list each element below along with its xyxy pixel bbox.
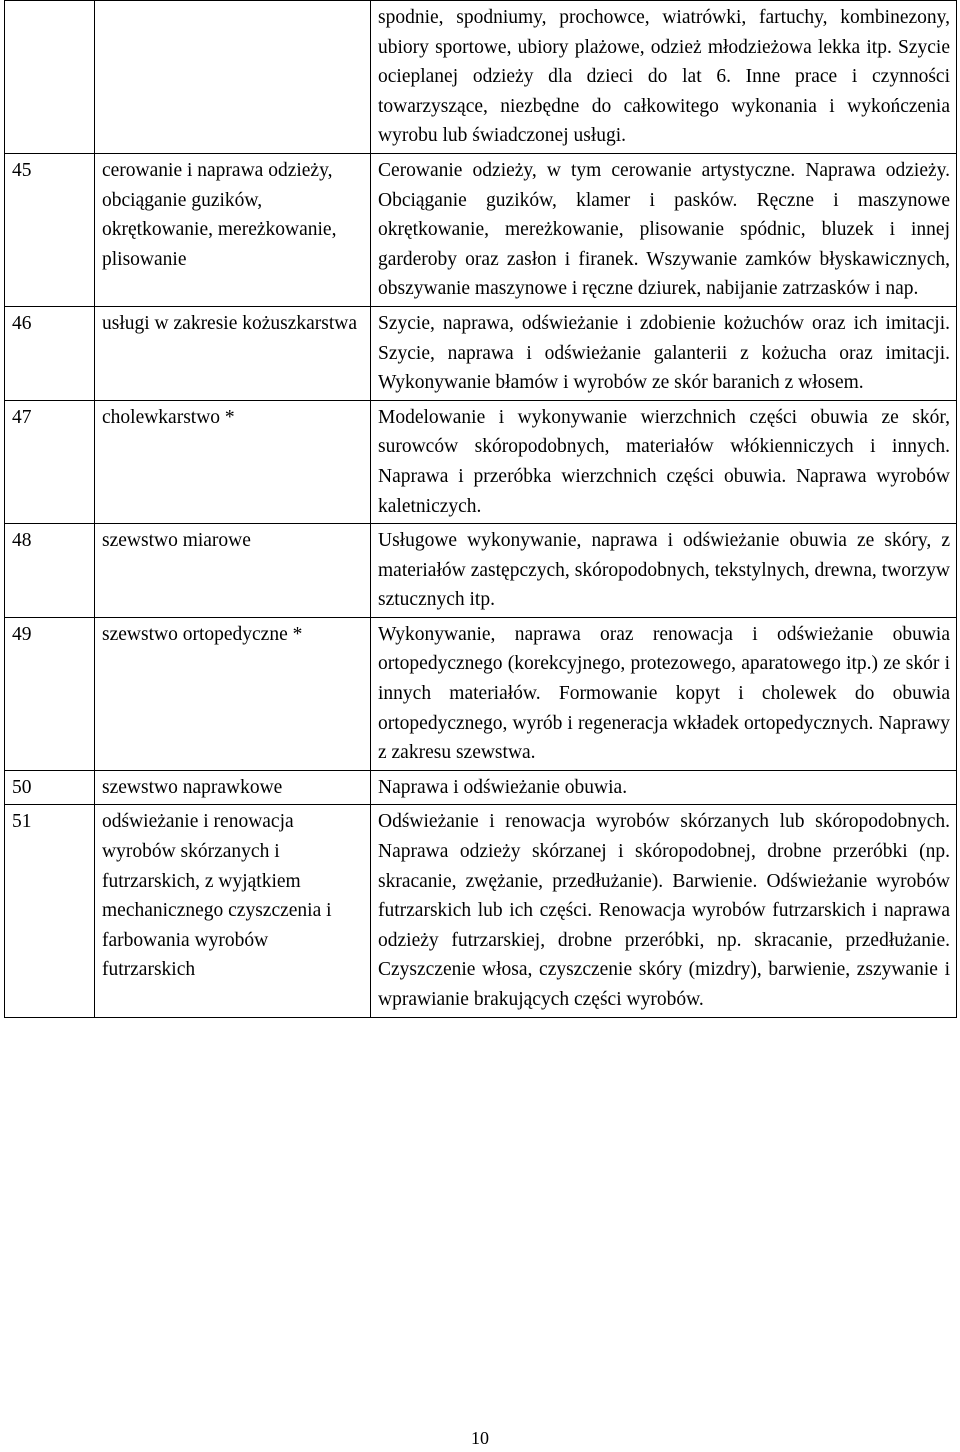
service-name: odświeżanie i renowacja wyrobów skórzanych i futrzarskich, z wyjątkiem mechanicznego czyszczenia i farbowania wyrobów futrzarskich	[95, 805, 371, 1017]
services-table	[4, 0, 957, 1018]
table-row	[5, 770, 957, 805]
service-name: usługi w zakresie kożuszkarstwa	[95, 306, 371, 400]
table-row	[5, 153, 957, 306]
row-number: 51	[5, 805, 95, 1017]
service-description: Wykonywanie, naprawa oraz renowacja i odświeżanie obuwia ortopedycznego (korekcyjnego, protezowego, aparatowego itp.) ze skór i innych materiałów. Formowanie kopyt i cholewek do obuwia ortopedycznego, wyrób i regeneracja wkładek ortopedycznych. Naprawy z zakresu szewstwa.	[371, 617, 957, 770]
service-name: szewstwo miarowe	[95, 524, 371, 618]
row-number	[5, 1, 95, 154]
service-description: Usługowe wykonywanie, naprawa i odświeżanie obuwia ze skóry, z materiałów zastępczych, skóropodobnych, tekstylnych, drewna, tworzyw sztucznych itp.	[371, 524, 957, 618]
table-row	[5, 306, 957, 400]
service-name: cholewkarstwo *	[95, 400, 371, 523]
table-row	[5, 617, 957, 770]
service-name: szewstwo naprawkowe	[95, 770, 371, 805]
row-number: 45	[5, 153, 95, 306]
row-number: 47	[5, 400, 95, 523]
service-description: Naprawa i odświeżanie obuwia.	[371, 770, 957, 805]
row-number: 49	[5, 617, 95, 770]
service-description: Szycie, naprawa, odświeżanie i zdobienie kożuchów oraz ich imitacji. Szycie, naprawa i odświeżanie galanterii z kożucha oraz imitacji. Wykonywanie błamów i wyrobów ze skór baranich z włosem.	[371, 306, 957, 400]
service-description: spodnie, spodniumy, prochowce, wiatrówki, fartuchy, kombinezony, ubiory sportowe, ubiory plażowe, odzież młodzieżowa lekka itp. Szycie ocieplanej odzieży dla dzieci do lat 6. Inne prace i czynności towarzyszące, niezbędne do całkowitego wykonania i wykończenia wyrobu lub świadczonej usługi.	[371, 1, 957, 154]
service-description: Cerowanie odzieży, w tym cerowanie artystyczne. Naprawa odzieży. Obciąganie guzików, klamer i pasków. Ręczne i maszynowe okrętkowanie, mereżkowanie, plisowanie spódnic, bluzek i innej garderoby oraz zasłon i firanek. Wszywanie zamków błyskawicznych, obszywanie maszynowe i ręczne dziurek, nabijanie zatrzasków i nap.	[371, 153, 957, 306]
row-number: 48	[5, 524, 95, 618]
row-number: 50	[5, 770, 95, 805]
service-name	[95, 1, 371, 154]
page-number: 10	[471, 1428, 489, 1448]
row-number: 46	[5, 306, 95, 400]
service-description: Modelowanie i wykonywanie wierzchnich części obuwia ze skór, surowców skóropodobnych, materiałów włókienniczych i innych. Naprawa i przeróbka wierzchnich części obuwia. Naprawa wyrobów kaletniczych.	[371, 400, 957, 523]
service-description: Odświeżanie i renowacja wyrobów skórzanych lub skóropodobnych. Naprawa odzieży skórzanej i skóropodobnej, drobne przeróbki (np. skracanie, zwężanie, przedłużanie). Barwienie. Odświeżanie wyrobów futrzarskich lub ich części. Renowacja wyrobów futrzarskich i naprawa odzieży futrzarskiej, drobne przeróbki, np. skracanie, przedłużanie. Czyszczenie włosa, czyszczenie skóry (mizdry), barwienie, zszywanie i wprawianie brakujących części wyrobów.	[371, 805, 957, 1017]
table-row	[5, 400, 957, 523]
service-name: cerowanie i naprawa odzieży, obciąganie guzików, okrętkowanie, mereżkowanie, plisowanie	[95, 153, 371, 306]
service-name: szewstwo ortopedyczne *	[95, 617, 371, 770]
table-row	[5, 1, 957, 154]
table-row	[5, 805, 957, 1017]
table-row	[5, 524, 957, 618]
